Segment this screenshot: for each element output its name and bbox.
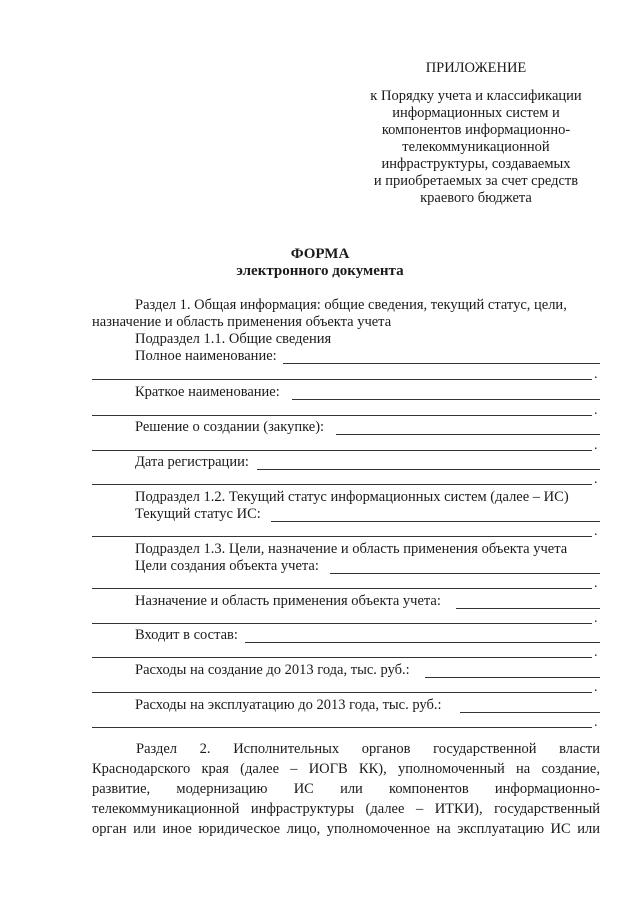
short-name-field-cont[interactable]	[92, 415, 592, 416]
creation-decision-label: Решение о создании (закупке):	[135, 419, 325, 435]
section2-line: орган или иное юридическое лицо, уполномоченное на эксплуатацию ИС или	[92, 821, 600, 837]
appendix-line: телекоммуникационной	[402, 139, 550, 155]
section2-line: Краснодарского края (далее – ИОГВ КК), уполномоченный на создание,	[92, 761, 600, 777]
current-status-label: Текущий статус ИС:	[135, 506, 261, 522]
line-end-dot: .	[594, 611, 598, 626]
line-end-dot: .	[594, 715, 598, 730]
line-end-dot: .	[594, 472, 598, 487]
reg-date-label: Дата регистрации:	[135, 454, 249, 470]
appendix-line: информационных систем и	[392, 105, 560, 121]
line-end-dot: .	[594, 367, 598, 382]
section2-line: телекоммуникационной инфраструктуры (далее – ИТКИ), государственный	[92, 801, 600, 817]
reg-date-field-cont[interactable]	[92, 484, 592, 485]
creation-decision-field-cont[interactable]	[92, 450, 592, 451]
appendix-block	[370, 60, 582, 207]
line-end-dot: .	[594, 645, 598, 660]
goals-field-cont[interactable]	[92, 588, 592, 589]
line-end-dot: .	[594, 403, 598, 418]
current-status-field[interactable]	[271, 521, 600, 522]
form-subtitle: электронного документа	[236, 263, 404, 279]
reg-date-field[interactable]	[257, 469, 600, 470]
part-of-field-cont[interactable]	[92, 657, 592, 658]
full-name-field-cont[interactable]	[92, 379, 592, 380]
section2-line: развитие, модернизацию ИС или компонентов информационно-	[92, 781, 600, 797]
appendix-line: компонентов информационно-	[381, 122, 571, 138]
subsection-1-2: Подраздел 1.2. Текущий статус информационных систем (далее – ИС)	[135, 489, 569, 505]
purpose-label: Назначение и область применения объекта учета:	[135, 593, 441, 609]
form-title: ФОРМА	[290, 246, 350, 262]
full-name-field[interactable]	[283, 363, 600, 364]
current-status-field-cont[interactable]	[92, 536, 592, 537]
section1-heading: Раздел 1. Общая информация: общие сведения, текущий статус, цели,	[135, 297, 567, 313]
short-name-label: Краткое наименование:	[135, 384, 280, 400]
purpose-field-cont[interactable]	[92, 623, 592, 624]
cost-creation-label: Расходы на создание до 2013 года, тыс. руб.:	[135, 662, 410, 678]
purpose-field[interactable]	[456, 608, 600, 609]
appendix-line: и приобретаемых за счет средств	[373, 173, 579, 189]
subsection-1-3: Подраздел 1.3. Цели, назначение и область применения объекта учета	[135, 541, 568, 557]
subsection-1-1: Подраздел 1.1. Общие сведения	[135, 331, 332, 347]
line-end-dot: .	[594, 524, 598, 539]
section1-heading-cont: назначение и область применения объекта учета	[92, 314, 392, 330]
appendix-line: к Порядку учета и классификации	[370, 88, 582, 104]
creation-decision-field[interactable]	[336, 434, 600, 435]
appendix-line: краевого бюджета	[420, 190, 532, 206]
goals-label: Цели создания объекта учета:	[135, 558, 319, 574]
cost-operation-label: Расходы на эксплуатацию до 2013 года, тыс. руб.:	[135, 697, 442, 713]
appendix-heading: ПРИЛОЖЕНИЕ	[425, 60, 527, 76]
section2-text	[92, 739, 600, 839]
line-end-dot: .	[594, 680, 598, 695]
appendix-line: инфраструктуры, создаваемых	[381, 156, 571, 172]
short-name-field[interactable]	[292, 399, 600, 400]
section2-line: Раздел 2. Исполнительных органов государственной власти	[136, 741, 600, 757]
part-of-field[interactable]	[245, 642, 600, 643]
cost-operation-field-cont[interactable]	[92, 727, 592, 728]
part-of-label: Входит в состав:	[135, 627, 238, 643]
goals-field[interactable]	[330, 573, 600, 574]
cost-creation-field-cont[interactable]	[92, 692, 592, 693]
full-name-label: Полное наименование:	[135, 348, 277, 364]
cost-creation-field[interactable]	[425, 677, 600, 678]
line-end-dot: .	[594, 576, 598, 591]
line-end-dot: .	[594, 438, 598, 453]
cost-operation-field[interactable]	[460, 712, 600, 713]
